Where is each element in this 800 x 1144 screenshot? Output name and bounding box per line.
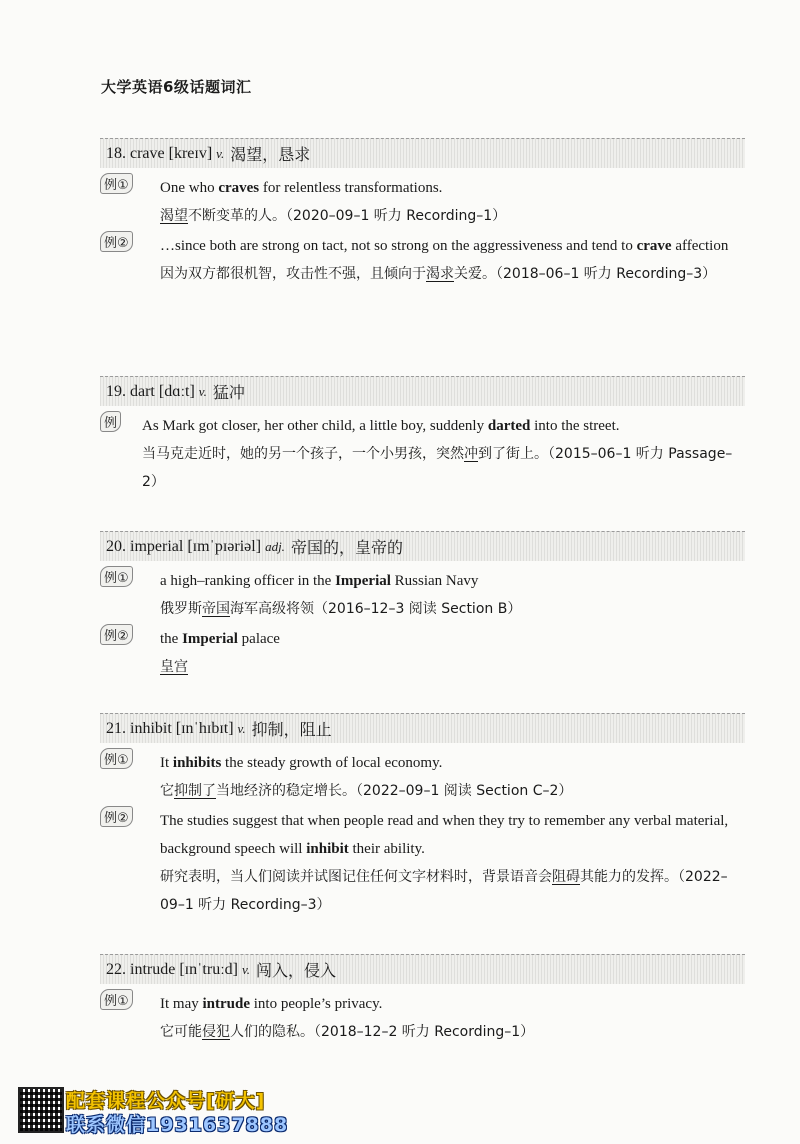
example-tag: 例② [100, 624, 133, 645]
example-zh: 研究表明，当人们阅读并试图记住任何文字材料时，背景语音会阻碍其能力的发挥。（2022–09–1 听力 Recording–3） [160, 869, 728, 913]
qr-code [18, 1087, 64, 1133]
running-head: 大学英语6级话题词汇 [101, 78, 252, 96]
example-tag: 例① [100, 748, 133, 769]
meaning: 闯入，侵入 [256, 961, 337, 980]
watermark-line2: 联系微信1931637888 [66, 1114, 289, 1136]
example-tag: 例① [100, 173, 133, 194]
part-of-speech: v. [237, 720, 246, 736]
example-tag: 例① [100, 566, 133, 587]
example [100, 990, 745, 1046]
headword: 20. imperial [ɪmˈpɪəriəl] [106, 537, 262, 555]
entry-intrude [100, 954, 745, 1046]
headword-bar [100, 376, 745, 406]
example-en: …since both are strong on tact, not so strong on the aggressiveness and tend to crave affection [160, 238, 729, 254]
example [100, 625, 745, 681]
entry-imperial [100, 531, 745, 681]
example [100, 232, 745, 288]
headword-bar [100, 138, 745, 168]
headword: 18. crave [kreɪv] [106, 144, 213, 162]
example [100, 807, 745, 919]
example [100, 412, 745, 496]
headword: 21. inhibit [ɪnˈhɪbɪt] [106, 719, 234, 737]
example-tag: 例 [100, 411, 121, 432]
part-of-speech: v. [198, 383, 207, 399]
example-zh: 因为双方都很机智，攻击性不强，且倾向于渴求关爱。（2018–06–1 听力 Recording–3） [160, 266, 717, 282]
meaning: 帝国的，皇帝的 [290, 538, 403, 557]
example-tag: 例② [100, 231, 133, 252]
example-en: One who craves for relentless transformations. [160, 180, 443, 196]
part-of-speech: v. [241, 961, 251, 977]
headword-bar [100, 531, 745, 561]
example-zh: 皇宫 [160, 659, 188, 675]
entry-crave [100, 138, 745, 288]
example-zh: 当马克走近时，她的另一个孩子，一个小男孩，突然冲到了街上。（2015–06–1 听力 Passage–2） [142, 446, 733, 490]
example [100, 749, 745, 805]
example-zh: 它可能侵犯人们的隐私。（2018–12–2 听力 Recording–1） [160, 1024, 535, 1040]
example-zh: 它抑制了当地经济的稳定增长。（2022–09–1 阅读 Section C–2） [160, 783, 573, 799]
example-en: It inhibits the steady growth of local economy. [160, 755, 443, 771]
headword: 19. dart [dɑːt] [106, 382, 195, 400]
headword: 22. intrude [ɪnˈtruːd] [106, 960, 238, 978]
watermark-line1: 配套课程公众号[研大] [66, 1090, 266, 1112]
example-en: the Imperial palace [160, 631, 280, 647]
example-tag: 例② [100, 806, 133, 827]
meaning: 渴望，恳求 [230, 145, 311, 164]
example [100, 174, 745, 230]
example-tag: 例① [100, 989, 133, 1010]
example-en: The studies suggest that when people read and when they try to remember any verbal material, background speech will inhibit their ability. [160, 813, 729, 857]
headword-bar [100, 713, 745, 743]
part-of-speech: v. [216, 145, 225, 161]
example-en: a high–ranking officer in the Imperial Russian Navy [160, 573, 479, 589]
example-zh: 俄罗斯帝国海军高级将领（2016–12–3 阅读 Section B） [160, 601, 522, 617]
example-en: As Mark got closer, her other child, a little boy, suddenly darted into the street. [142, 418, 620, 434]
headword-bar [100, 954, 745, 984]
entry-inhibit [100, 713, 745, 919]
meaning: 抑制，阻止 [251, 720, 332, 739]
example [100, 567, 745, 623]
entry-dart [100, 376, 745, 496]
meaning: 猛冲 [212, 383, 245, 402]
example-en: It may intrude into people’s privacy. [160, 996, 383, 1012]
example-zh: 渴望不断变革的人。（2020–09–1 听力 Recording–1） [160, 208, 507, 224]
part-of-speech: adj. [265, 538, 285, 554]
